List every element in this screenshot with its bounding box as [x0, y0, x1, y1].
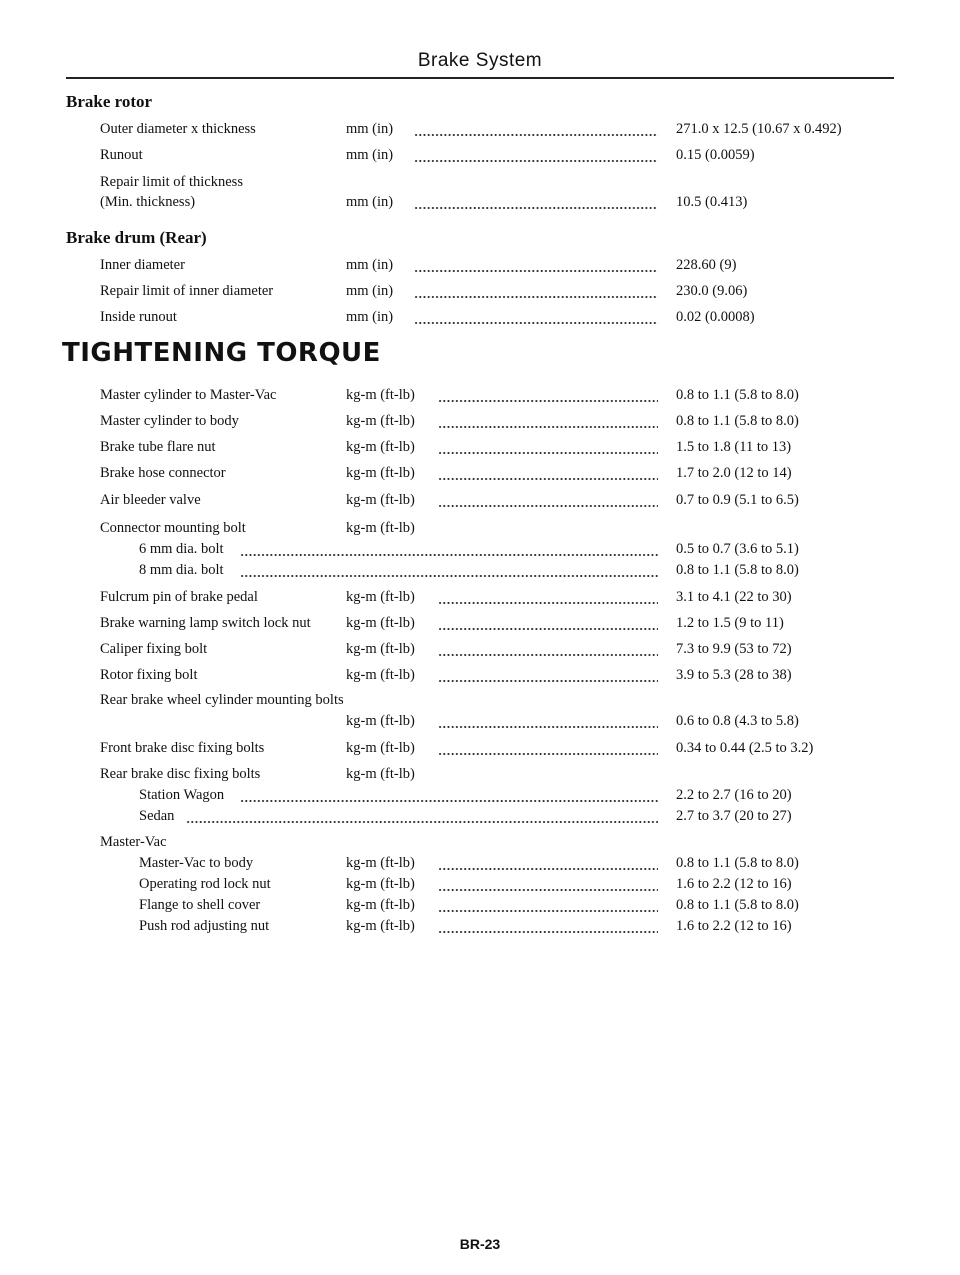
torque-unit: kg-m (ft-lb)	[346, 667, 415, 683]
spec-unit: mm (in)	[346, 147, 394, 163]
torque-unit: kg-m (ft-lb)	[346, 918, 415, 934]
torque-value: 7.3 to 9.9 (53 to 72)	[676, 641, 792, 657]
spec-unit: mm (in)	[346, 309, 394, 325]
torque-unit: kg-m (ft-lb)	[346, 465, 415, 481]
torque-unit: kg-m (ft-lb)	[346, 439, 415, 455]
leader-dots	[240, 789, 658, 805]
spec-value: 0.15 (0.0059)	[676, 147, 755, 163]
spec-label: Inside runout	[100, 309, 177, 325]
leader-dots	[438, 920, 658, 936]
torque-unit: kg-m (ft-lb)	[346, 740, 415, 756]
torque-label: 8 mm dia. bolt	[139, 562, 224, 578]
torque-value: 1.5 to 1.8 (11 to 13)	[676, 439, 792, 455]
torque-label: Caliper fixing bolt	[100, 641, 208, 657]
torque-unit: kg-m (ft-lb)	[346, 766, 415, 782]
header-rule	[66, 77, 894, 79]
leader-dots	[438, 494, 658, 510]
leader-dots	[438, 878, 658, 894]
page-number: BR-23	[459, 1236, 501, 1252]
spec-label-continued: (Min. thickness)	[100, 194, 196, 210]
torque-label: Push rod adjusting nut	[139, 918, 270, 934]
spec-value: 0.02 (0.0008)	[676, 309, 755, 325]
spec-label: Repair limit of thickness	[100, 174, 243, 190]
leader-dots	[414, 196, 658, 212]
section-title-brake-drum: Brake drum (Rear)	[66, 228, 207, 247]
torque-value: 1.6 to 2.2 (12 to 16)	[676, 876, 792, 892]
leader-dots	[438, 899, 658, 915]
torque-value: 1.7 to 2.0 (12 to 14)	[676, 465, 792, 481]
torque-label: Brake tube flare nut	[100, 439, 216, 455]
spec-label: Repair limit of inner diameter	[100, 283, 274, 299]
torque-value: 0.8 to 1.1 (5.8 to 8.0)	[676, 387, 799, 403]
torque-label: Station Wagon	[139, 787, 225, 803]
leader-dots	[414, 123, 658, 139]
leader-dots	[240, 564, 658, 580]
torque-label: Brake warning lamp switch lock nut	[100, 615, 311, 631]
spec-unit: mm (in)	[346, 257, 394, 273]
torque-unit: kg-m (ft-lb)	[346, 876, 415, 892]
torque-label: Operating rod lock nut	[139, 876, 271, 892]
torque-label: Rear brake wheel cylinder mounting bolts	[100, 692, 344, 708]
leader-dots	[414, 259, 658, 275]
torque-label: Master cylinder to body	[100, 413, 239, 429]
leader-dots	[438, 669, 658, 685]
leader-dots	[438, 591, 658, 607]
leader-dots	[240, 543, 658, 559]
spec-label: Runout	[100, 147, 143, 163]
leader-dots	[438, 643, 658, 659]
leader-dots	[438, 415, 658, 431]
spec-label: Outer diameter x thickness	[100, 121, 256, 137]
torque-unit: kg-m (ft-lb)	[346, 589, 415, 605]
torque-unit: kg-m (ft-lb)	[346, 520, 415, 536]
torque-unit: kg-m (ft-lb)	[346, 492, 415, 508]
spec-unit: mm (in)	[346, 283, 394, 299]
torque-value: 1.2 to 1.5 (9 to 11)	[676, 615, 784, 631]
torque-unit: kg-m (ft-lb)	[346, 413, 415, 429]
torque-label: Flange to shell cover	[139, 897, 261, 913]
section-title-brake-rotor: Brake rotor	[66, 92, 153, 111]
spec-value: 271.0 x 12.5 (10.67 x 0.492)	[676, 121, 842, 137]
torque-unit: kg-m (ft-lb)	[346, 641, 415, 657]
torque-label: Master-Vac	[100, 834, 167, 850]
leader-dots	[414, 285, 658, 301]
torque-label: Rear brake disc fixing bolts	[100, 766, 261, 782]
leader-dots	[438, 617, 658, 633]
torque-label: 6 mm dia. bolt	[139, 541, 224, 557]
torque-value: 0.6 to 0.8 (4.3 to 5.8)	[676, 713, 799, 729]
torque-label: Master cylinder to Master-Vac	[100, 387, 277, 403]
section-title-tightening-torque: TIGHTENING TORQUE	[62, 338, 381, 368]
leader-dots	[438, 441, 658, 457]
torque-label: Brake hose connector	[100, 465, 226, 481]
leader-dots	[414, 311, 658, 327]
leader-dots	[414, 149, 658, 165]
torque-value: 0.5 to 0.7 (3.6 to 5.1)	[676, 541, 799, 557]
torque-value: 0.8 to 1.1 (5.8 to 8.0)	[676, 562, 799, 578]
torque-value: 3.1 to 4.1 (22 to 30)	[676, 589, 792, 605]
torque-value: 2.7 to 3.7 (20 to 27)	[676, 808, 792, 824]
torque-label: Front brake disc fixing bolts	[100, 740, 265, 756]
torque-value: 0.7 to 0.9 (5.1 to 6.5)	[676, 492, 799, 508]
torque-label: Air bleeder valve	[100, 492, 201, 508]
spec-value: 228.60 (9)	[676, 257, 737, 273]
leader-dots	[186, 810, 658, 826]
leader-dots	[438, 742, 658, 758]
torque-value: 3.9 to 5.3 (28 to 38)	[676, 667, 792, 683]
leader-dots	[438, 467, 658, 483]
leader-dots	[438, 389, 658, 405]
torque-value: 1.6 to 2.2 (12 to 16)	[676, 918, 792, 934]
torque-value: 0.34 to 0.44 (2.5 to 3.2)	[676, 740, 814, 756]
torque-label: Connector mounting bolt	[100, 520, 246, 536]
torque-unit: kg-m (ft-lb)	[346, 387, 415, 403]
torque-label: Rotor fixing bolt	[100, 667, 198, 683]
torque-label: Fulcrum pin of brake pedal	[100, 589, 258, 605]
torque-unit: kg-m (ft-lb)	[346, 615, 415, 631]
torque-value: 2.2 to 2.7 (16 to 20)	[676, 787, 792, 803]
spec-value: 230.0 (9.06)	[676, 283, 748, 299]
torque-unit: kg-m (ft-lb)	[346, 713, 415, 729]
spec-unit: mm (in)	[346, 194, 394, 210]
spec-unit: mm (in)	[346, 121, 394, 137]
torque-label: Sedan	[139, 808, 175, 824]
leader-dots	[438, 857, 658, 873]
torque-value: 0.8 to 1.1 (5.8 to 8.0)	[676, 855, 799, 871]
spec-label: Inner diameter	[100, 257, 185, 273]
torque-label: Master-Vac to body	[139, 855, 254, 871]
torque-value: 0.8 to 1.1 (5.8 to 8.0)	[676, 897, 799, 913]
torque-unit: kg-m (ft-lb)	[346, 855, 415, 871]
page-header-title: Brake System	[417, 50, 543, 71]
torque-value: 0.8 to 1.1 (5.8 to 8.0)	[676, 413, 799, 429]
torque-unit: kg-m (ft-lb)	[346, 897, 415, 913]
leader-dots	[438, 715, 658, 731]
spec-value: 10.5 (0.413)	[676, 194, 748, 210]
